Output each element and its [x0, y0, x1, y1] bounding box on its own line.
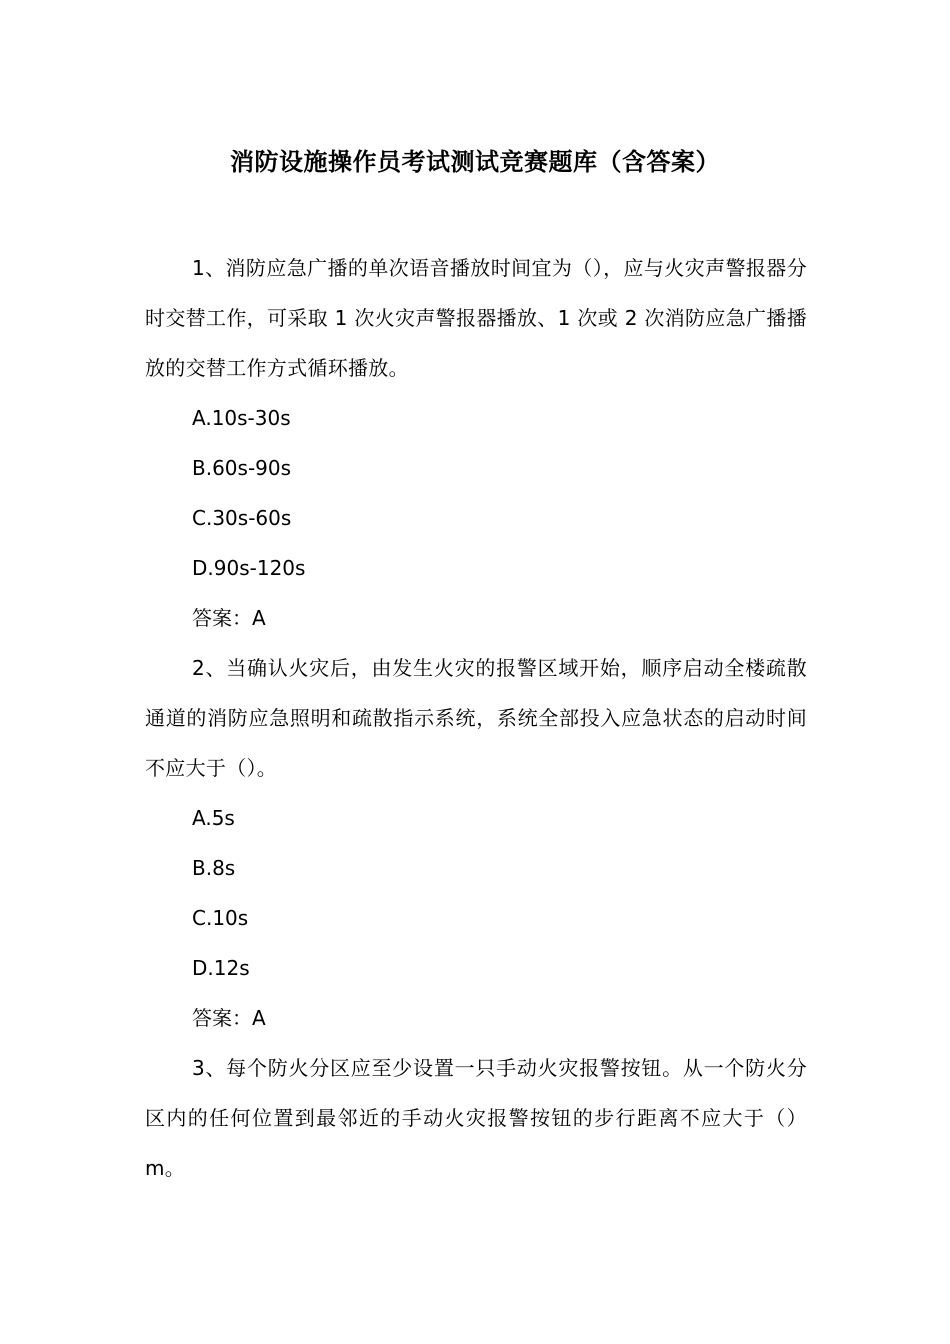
option-c: C.30s-60s — [192, 506, 292, 530]
answer-text: 答案：A — [192, 606, 266, 630]
option-a: A.5s — [192, 806, 235, 830]
question-text: 3、每个防火分区应至少设置一只手动火灾报警按钮。从一个防火分区内的任何位置到最邻近的手动火灾报警按钮的步行距离不应大于（）m。 — [145, 1056, 807, 1180]
question-item-3 — [145, 1043, 807, 1193]
option-d: D.12s — [192, 956, 250, 980]
question-text: 1、消防应急广播的单次语音播放时间宜为（），应与火灾声警报器分时交替工作，可采取 1 次火灾声警报器播放、1 次或 2 次消防应急广播播放的交替工作方式循环播放。 — [145, 256, 807, 380]
option-b: B.60s-90s — [192, 456, 292, 480]
question-item-1 — [145, 243, 807, 643]
document-title: 消防设施操作员考试测试竞赛题库（含答案） — [230, 147, 720, 176]
question-list — [145, 243, 807, 1193]
option-b: B.8s — [192, 856, 236, 880]
question-text: 2、当确认火灾后，由发生火灾的报警区域开始，顺序启动全楼疏散通道的消防应急照明和疏散指示系统，系统全部投入应急状态的启动时间不应大于（）。 — [145, 656, 807, 780]
option-c: C.10s — [192, 906, 249, 930]
option-d: D.90s-120s — [192, 556, 306, 580]
option-a: A.10s-30s — [192, 406, 291, 430]
answer-text: 答案：A — [192, 1006, 266, 1030]
question-item-2 — [145, 643, 807, 1043]
